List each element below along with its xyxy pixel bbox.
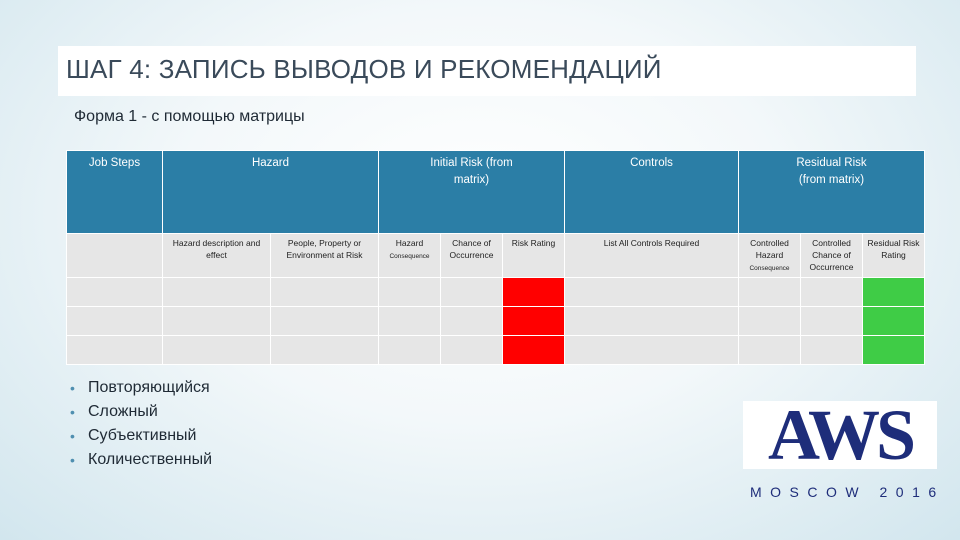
cell-controls[interactable]: [565, 336, 739, 365]
subheader-list-controls: List All Controls Required: [565, 234, 739, 278]
cell-controlled-chance[interactable]: [801, 336, 863, 365]
cell-chance[interactable]: [441, 307, 503, 336]
subheader-residual-rating: Residual Risk Rating: [863, 234, 925, 278]
subheader-chance-of-occurrence: Chance of Occurrence: [441, 234, 503, 278]
subheader-controlled-chance: Controlled Chance of Occurrence: [801, 234, 863, 278]
cell-people-property[interactable]: [271, 307, 379, 336]
header-residual-risk-label: Residual Risk (from matrix): [796, 157, 867, 186]
aws-logo-text: AWS: [767, 395, 913, 475]
cell-job-step[interactable]: [67, 307, 163, 336]
cell-controls[interactable]: [565, 307, 739, 336]
bullet-item: • Сложный: [88, 400, 212, 424]
city-year-label: MOSCOW 2016: [750, 484, 945, 500]
bullet-item: • Повторяющийся: [88, 376, 212, 400]
cell-hazard-description[interactable]: [163, 307, 271, 336]
cell-people-property[interactable]: [271, 336, 379, 365]
cell-risk-rating[interactable]: [503, 278, 565, 307]
table-subheader-row: [67, 234, 925, 278]
aws-logo: [743, 395, 937, 475]
cell-residual-rating[interactable]: [863, 307, 925, 336]
slide-subtitle: Форма 1 - с помощью матрицы: [74, 108, 305, 125]
cell-residual-rating[interactable]: [863, 278, 925, 307]
subheader-controlled-consequence-label: Consequence: [749, 265, 790, 272]
cell-hazard-consequence[interactable]: [379, 307, 441, 336]
subheader-risk-rating: Risk Rating: [503, 234, 565, 278]
subheader-consequence-label: Consequence: [389, 253, 430, 260]
subheader-controlled-hazard-label: Controlled Hazard: [750, 238, 789, 260]
cell-people-property[interactable]: [271, 278, 379, 307]
header-initial-risk: [379, 151, 565, 234]
cell-controlled-hazard[interactable]: [739, 307, 801, 336]
table-row: [67, 278, 925, 307]
subheader-hazard-label: Hazard: [395, 238, 424, 248]
bullet-list: [70, 376, 212, 472]
cell-risk-rating[interactable]: [503, 336, 565, 365]
cell-job-step[interactable]: [67, 336, 163, 365]
header-initial-risk-label: Initial Risk (from matrix): [430, 157, 513, 186]
slide-title: ШАГ 4: ЗАПИСЬ ВЫВОДОВ И РЕКОМЕНДАЦИЙ: [66, 54, 662, 84]
cell-controls[interactable]: [565, 278, 739, 307]
cell-chance[interactable]: [441, 336, 503, 365]
bullet-item: • Субъективный: [88, 424, 212, 448]
subheader-people-property: People, Property or Environment at Risk: [271, 234, 379, 278]
cell-controlled-chance[interactable]: [801, 307, 863, 336]
header-controls: Controls: [565, 151, 739, 234]
risk-matrix-table: [66, 150, 925, 365]
cell-hazard-description[interactable]: [163, 336, 271, 365]
header-job-steps: Job Steps: [67, 151, 163, 234]
cell-controlled-hazard[interactable]: [739, 336, 801, 365]
cell-residual-rating[interactable]: [863, 336, 925, 365]
cell-hazard-consequence[interactable]: [379, 336, 441, 365]
subheader-hazard-consequence: [379, 234, 441, 278]
table-header-row: [67, 151, 925, 234]
bullet-item: • Количественный: [88, 448, 212, 472]
cell-controlled-chance[interactable]: [801, 278, 863, 307]
header-residual-risk: [739, 151, 925, 234]
header-hazard: Hazard: [163, 151, 379, 234]
cell-hazard-description[interactable]: [163, 278, 271, 307]
subheader-empty: [67, 234, 163, 278]
cell-job-step[interactable]: [67, 278, 163, 307]
cell-hazard-consequence[interactable]: [379, 278, 441, 307]
subheader-hazard-description: Hazard description and effect: [163, 234, 271, 278]
table-row: [67, 336, 925, 365]
table-row: [67, 307, 925, 336]
cell-risk-rating[interactable]: [503, 307, 565, 336]
subheader-controlled-hazard: [739, 234, 801, 278]
cell-controlled-hazard[interactable]: [739, 278, 801, 307]
cell-chance[interactable]: [441, 278, 503, 307]
